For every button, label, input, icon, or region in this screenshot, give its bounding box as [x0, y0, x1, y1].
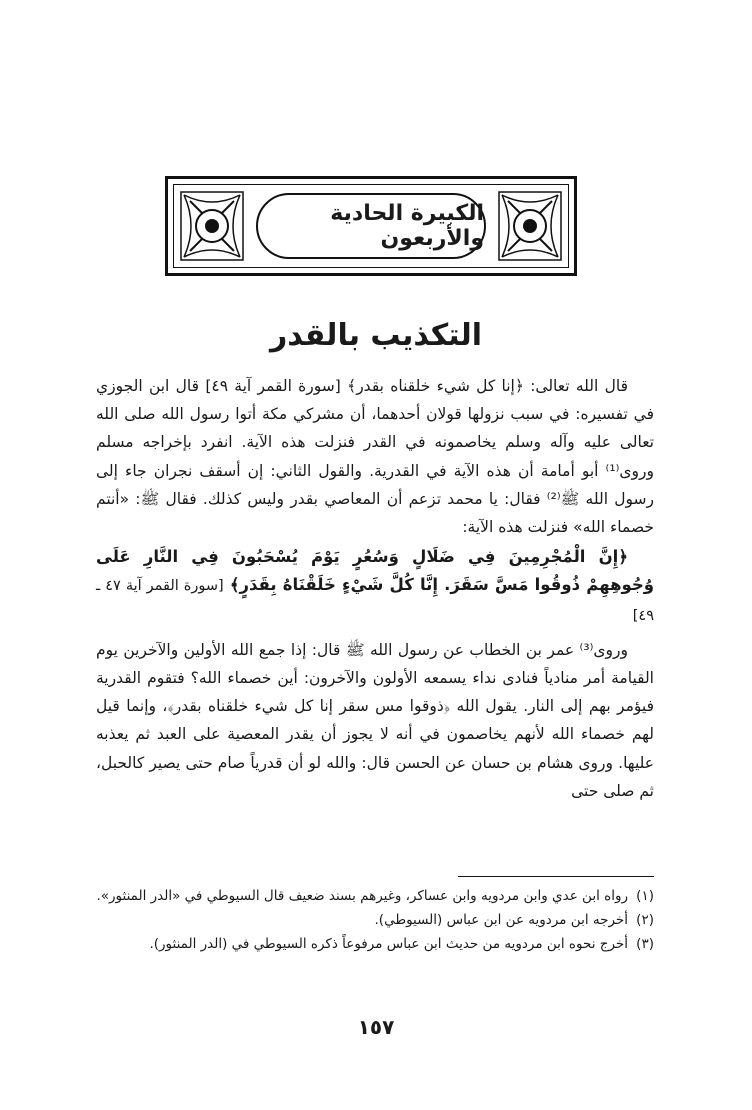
arabesque-ornament-left-icon	[180, 191, 244, 261]
section-title: التكذيب بالقدر	[269, 318, 483, 353]
footnote-text: أخرجه ابن مردويه عن ابن عباس (السيوطي).	[374, 912, 628, 928]
footnote-3	[96, 932, 654, 956]
quran-verse	[96, 543, 654, 630]
arabesque-ornament-right-icon	[498, 191, 562, 261]
chapter-title: الكبيرة الحادية والأربعون	[330, 201, 484, 251]
title-cartouche	[256, 193, 486, 259]
verse-reference: [سورة القمر آية ٤٧ ـ ٤٩]	[96, 578, 654, 624]
footnote-number: (١)	[636, 888, 654, 904]
page-number: ١٥٧	[357, 1015, 395, 1039]
footnote-1	[96, 884, 654, 908]
footnote-2	[96, 908, 654, 932]
body-text	[96, 372, 654, 805]
footnote-number: (٣)	[636, 936, 654, 952]
footnotes	[96, 884, 654, 956]
paragraph-1: قال الله تعالى: ﴿إنا كل شيء خلقناه بقدر﴾ [سورة القمر آية ٤٩] قال ابن الجوزي في تفسيره: في سبب نزولها قولان أحدهما، أن مشركي مكة أتوا رسول الله صلى الله تعالى عليه وآله وسلم يخاصمونه في القدر فنزلت هذه الآية. انفرد بإخراجه مسلم وروى⁽¹⁾ أبو أمامة أن هذه الآية في القدرية. والقول الثاني: إن أسقف نجران جاء إلى رسول الله ﷺ⁽²⁾ فقال: يا محمد تزعم أن المعاصي بقدر وليس كذلك. فقال ﷺ: «أنتم خصماء الله» فنزلت هذه الآية:	[96, 377, 654, 537]
footnote-text: أخرج نحوه ابن مردويه من حديث ابن عباس مرفوعاً ذكره السيوطي في (الدر المنثور).	[149, 936, 628, 952]
footnote-number: (٢)	[636, 912, 654, 928]
verse-text: ﴿إِنَّ الْمُجْرِمِينَ فِي ضَلَالٍ وَسُعُرٍ يَوْمَ يُسْحَبُونَ فِي النَّارِ عَلَى وُجُوهِهِمْ ذُوقُوا مَسَّ سَقَرَ. إِنَّا كُلَّ شَيْءٍ خَلَقْنَاهُ بِقَدَرٍ﴾	[96, 547, 655, 595]
footnote-text: رواه ابن عدي وابن مردويه وابن عساكر، وغيرهم بسند ضعيف قال السيوطي في «الدر المنثور».	[96, 888, 628, 904]
paragraph-2: وروى⁽³⁾ عمر بن الخطاب عن رسول الله ﷺ قال: إذا جمع الله الأولين والآخرين يوم القيامة أمر منادياً فنادى نداء يسمعه الأولون والآخرون: أين خصماء الله؟ فتقوم القدرية فيؤمر بهم إلى النار. يقول الله ﴿ذوقوا مس سقر إنا كل شيء خلقناه بقدر﴾، وإنما قيل لهم خصماء الله لأنهم يخاصمون في أنه لا يجوز أن يقدر المعصية على العبد ثم يعذبه عليها. وروى هشام بن حسان عن الحسن قال: والله لو أن قدرياً صام حتى يصير كالحبل، ثم صلى حتى	[96, 640, 654, 800]
footnote-divider	[458, 876, 654, 877]
chapter-header-frame	[165, 176, 577, 276]
